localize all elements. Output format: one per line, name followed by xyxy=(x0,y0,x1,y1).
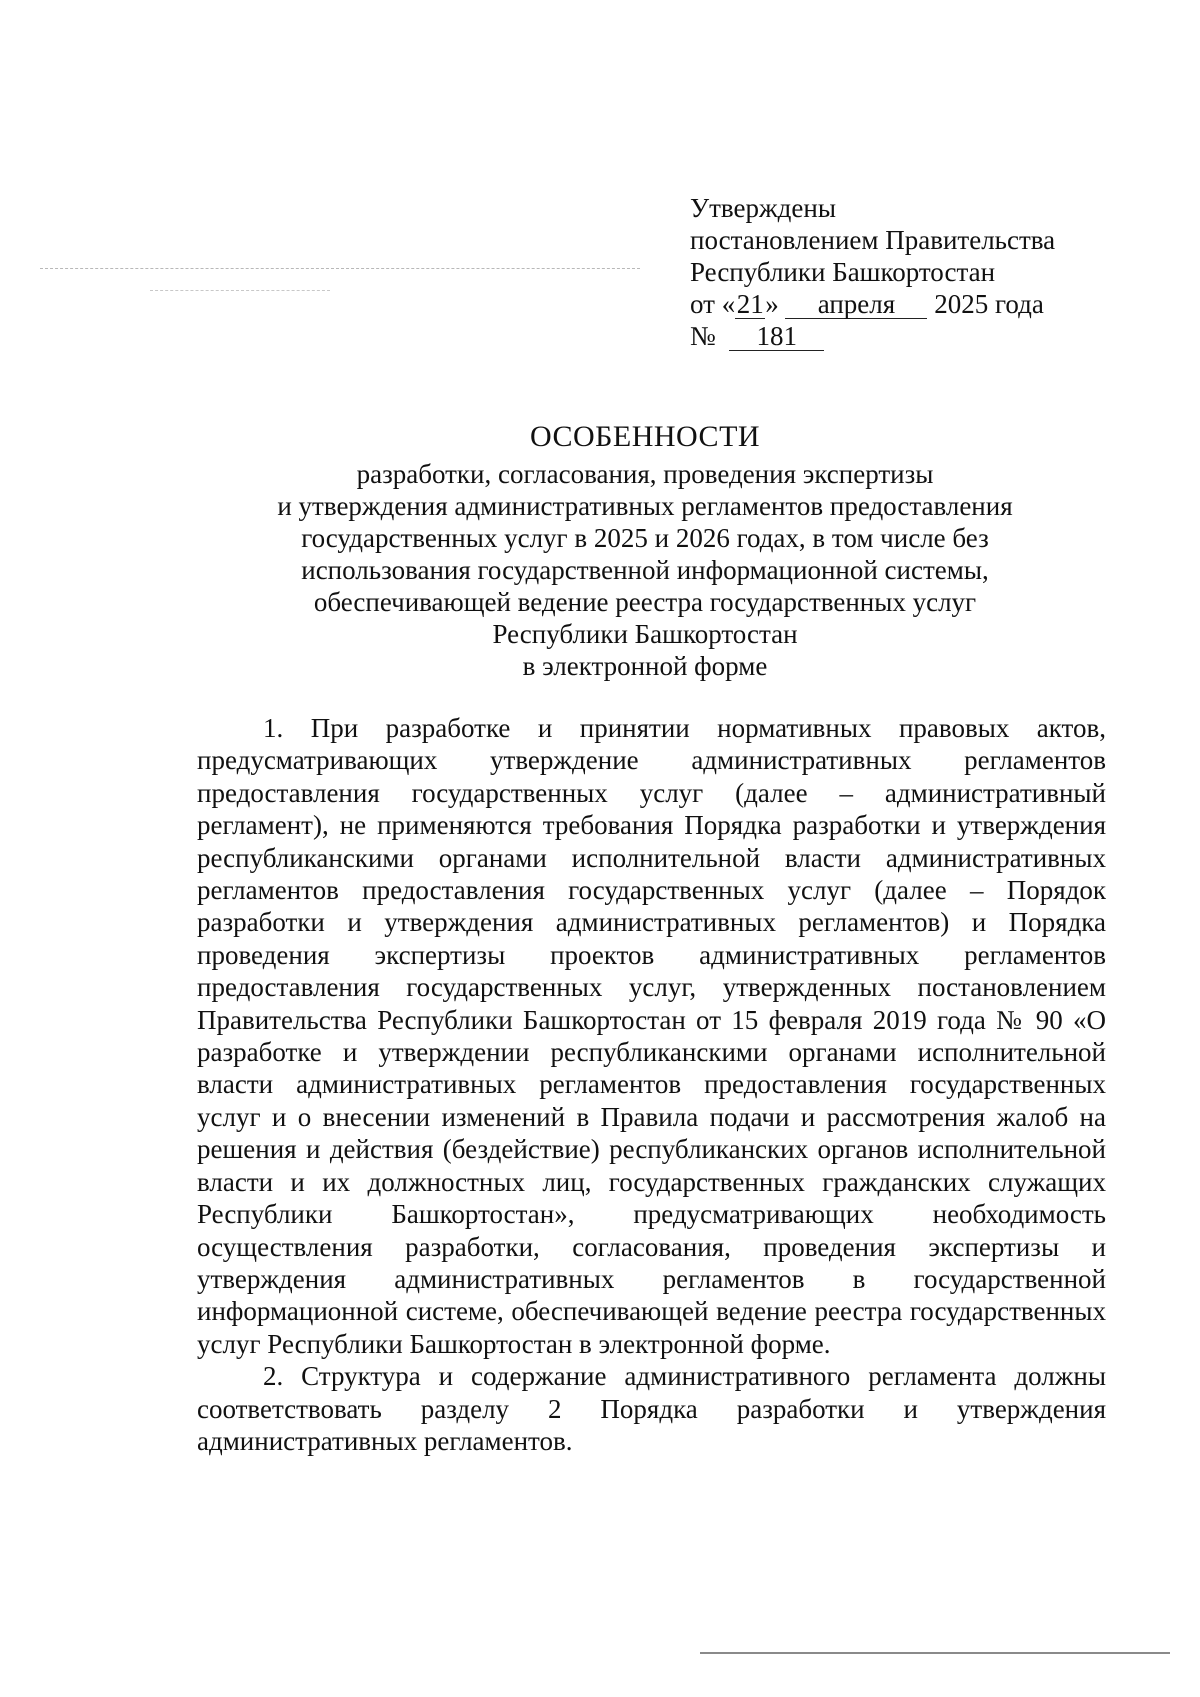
approval-date-line xyxy=(690,288,1150,320)
document-title-block xyxy=(180,418,1110,682)
paragraph-2: 2. Структура и содержание административного регламента должны соответствовать разделу 2 Порядка разработки и утверждения административных регламентов. xyxy=(197,1361,1106,1456)
subtitle-line: и утверждения административных регламентов предоставления xyxy=(277,491,1013,521)
number-prefix: № xyxy=(690,321,716,351)
paragraph-1: 1. При разработке и принятии нормативных правовых актов, предусматривающих утверждение административных регламентов предоставления государственных услуг (далее – административный регламент), не применяются требования Порядка разработки и утверждения республиканскими органами исполнительной власти административных регламентов предоставления государственных услуг (далее – Порядок разработки и утверждения административных регламентов) и Порядка проведения экспертизы проектов административных регламентов предоставления государственных услуг, утвержденных постановлением Правительства Республики Башкортостан от 15 февраля 2019 года № 90 «О разработке и утверждении республиканскими органами исполнительной власти административных регламентов предоставления государственных услуг и о внесении изменений в Правила подачи и рассмотрения жалоб на решения и действия (бездействие) республиканских органов исполнительной власти и их должностных лиц, государственных гражданских служащих Республики Башкортостан», предусматривающих необходимость осуществления разработки, согласования, проведения экспертизы и утверждения административных регламентов в государственной информационной системе, обеспечивающей ведение реестра государственных услуг Республики Башкортостан в электронной форме. xyxy=(197,713,1106,1359)
scan-artifact-line xyxy=(40,268,640,269)
approval-stamp-block xyxy=(690,192,1150,352)
approval-number-line xyxy=(690,320,1150,352)
date-day: 21 xyxy=(736,289,764,319)
approval-line-2: постановлением Правительства xyxy=(690,225,1056,255)
approval-line-1: Утверждены xyxy=(690,193,836,223)
subtitle-line: разработки, согласования, проведения экспертизы xyxy=(356,459,934,489)
date-month: апреля xyxy=(785,290,927,319)
subtitle-line: обеспечивающей ведение реестра государственных услуг xyxy=(313,587,977,617)
date-prefix: от « xyxy=(690,289,736,319)
document-body xyxy=(197,712,1106,1457)
document-number: 181 xyxy=(729,322,824,351)
scan-artifact-line xyxy=(150,290,330,291)
footer-rule xyxy=(700,1652,1170,1654)
subtitle-line: Республики Башкортостан xyxy=(492,619,798,649)
subtitle-line: государственных услуг в 2025 и 2026 годах, в том числе без xyxy=(301,523,989,553)
approval-line-3: Республики Башкортостан xyxy=(690,257,996,287)
date-mid: » xyxy=(765,289,779,319)
date-year: 2025 года xyxy=(934,289,1044,319)
subtitle-line: в электронной форме xyxy=(522,651,768,681)
subtitle-line: использования государственной информационной системы, xyxy=(301,555,989,585)
document-title: ОСОБЕННОСТИ xyxy=(529,420,761,453)
document-subtitle xyxy=(180,458,1110,682)
